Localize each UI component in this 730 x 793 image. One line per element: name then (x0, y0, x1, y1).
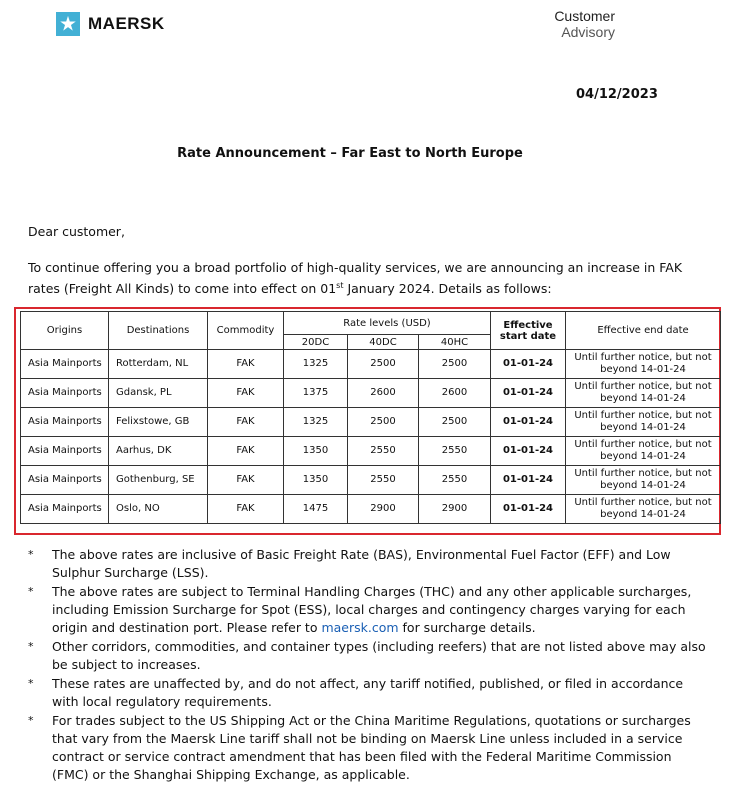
note-item (28, 638, 708, 674)
cell-40hc: 2900 (419, 495, 491, 524)
bullet-icon: * (28, 548, 34, 561)
cell-origin: Asia Mainports (21, 437, 109, 466)
cell-start-date: 01-01-24 (491, 379, 566, 408)
cell-40dc: 2500 (348, 408, 419, 437)
bullet-icon: * (28, 714, 34, 727)
cell-origin: Asia Mainports (21, 350, 109, 379)
note-item (28, 583, 708, 637)
bullet-icon: * (28, 585, 34, 598)
cell-40hc: 2500 (419, 408, 491, 437)
notes-list (28, 546, 708, 785)
cell-destination: Oslo, NO (109, 495, 208, 524)
cell-commodity: FAK (208, 466, 284, 495)
cell-origin: Asia Mainports (21, 495, 109, 524)
table-row (21, 466, 721, 495)
header-destinations: Destinations (109, 312, 208, 350)
header-start-date: Effective start date (491, 312, 566, 350)
cell-40hc: 2550 (419, 437, 491, 466)
cell-destination: Rotterdam, NL (109, 350, 208, 379)
bullet-icon: * (28, 677, 34, 690)
table-row (21, 437, 721, 466)
cell-origin: Asia Mainports (21, 408, 109, 437)
cell-start-date: 01-01-24 (491, 466, 566, 495)
cell-end-date: Until further notice, but not beyond 14-01-24 (566, 437, 721, 466)
cell-destination: Aarhus, DK (109, 437, 208, 466)
note-item (28, 712, 708, 784)
intro-text-end: January 2024. Details as follows: (343, 281, 552, 297)
cell-20dc: 1350 (284, 466, 348, 495)
document-title: Rate Announcement – Far East to North Europe (177, 146, 523, 161)
note-text: The above rates are subject to Terminal Handling Charges (THC) and any other applicable surcharges, including Emission Surcharge for Spot (ESS), local charges and contingency charges varying for each origin and destination port. Please refer to (52, 584, 692, 635)
cell-20dc: 1350 (284, 437, 348, 466)
advisory-line-1: Customer (554, 8, 615, 24)
cell-start-date: 01-01-24 (491, 495, 566, 524)
brand-name: MAERSK (88, 14, 165, 33)
cell-end-date: Until further notice, but not beyond 14-01-24 (566, 408, 721, 437)
cell-commodity: FAK (208, 408, 284, 437)
maersk-logo (56, 12, 165, 36)
cell-40dc: 2900 (348, 495, 419, 524)
cell-40hc: 2600 (419, 379, 491, 408)
cell-20dc: 1325 (284, 350, 348, 379)
cell-destination: Felixstowe, GB (109, 408, 208, 437)
cell-commodity: FAK (208, 350, 284, 379)
cell-destination: Gothenburg, SE (109, 466, 208, 495)
note-text: Other corridors, commodities, and container types (including reefers) that are not listed above may also be subject to increases. (52, 639, 706, 672)
table-row (21, 408, 721, 437)
table-row (21, 379, 721, 408)
header-end-date: Effective end date (566, 312, 721, 350)
header-rate-levels: Rate levels (USD) (284, 312, 491, 335)
cell-40dc: 2550 (348, 466, 419, 495)
header-commodity: Commodity (208, 312, 284, 350)
header-40hc: 40HC (419, 335, 491, 350)
cell-end-date: Until further notice, but not beyond 14-01-24 (566, 466, 721, 495)
rates-table (20, 311, 721, 524)
cell-start-date: 01-01-24 (491, 350, 566, 379)
cell-destination: Gdansk, PL (109, 379, 208, 408)
intro-text: To continue offering you a broad portfolio of high-quality services, we are announcing an increase in FAK rates (Freight All Kinds) to come into effect on 01 (28, 260, 683, 297)
cell-origin: Asia Mainports (21, 379, 109, 408)
note-text: For trades subject to the US Shipping Act or the China Maritime Regulations, quotations or surcharges that vary from the Maersk Line tariff shall not be binding on Maersk Line unless included in a service contract or service contract amendment that has been filed with the Federal Maritime Commission (FMC) or the Shanghai Shipping Exchange, as applicable. (52, 713, 691, 782)
cell-20dc: 1325 (284, 408, 348, 437)
header-40dc: 40DC (348, 335, 419, 350)
note-text-end: for surcharge details. (398, 620, 536, 635)
cell-20dc: 1475 (284, 495, 348, 524)
cell-commodity: FAK (208, 495, 284, 524)
intro-paragraph (28, 259, 708, 298)
cell-end-date: Until further notice, but not beyond 14-01-24 (566, 379, 721, 408)
cell-origin: Asia Mainports (21, 466, 109, 495)
table-row (21, 495, 721, 524)
customer-advisory-label (554, 8, 615, 40)
cell-20dc: 1375 (284, 379, 348, 408)
cell-end-date: Until further notice, but not beyond 14-01-24 (566, 495, 721, 524)
note-item (28, 546, 708, 582)
star-icon (56, 12, 80, 36)
cell-end-date: Until further notice, but not beyond 14-01-24 (566, 350, 721, 379)
cell-commodity: FAK (208, 437, 284, 466)
cell-start-date: 01-01-24 (491, 437, 566, 466)
cell-40dc: 2600 (348, 379, 419, 408)
note-text: The above rates are inclusive of Basic Freight Rate (BAS), Environmental Fuel Factor (EFF) and Low Sulphur Surcharge (LSS). (52, 547, 671, 580)
cell-40dc: 2500 (348, 350, 419, 379)
document-date: 04/12/2023 (576, 87, 658, 102)
bullet-icon: * (28, 640, 34, 653)
cell-start-date: 01-01-24 (491, 408, 566, 437)
cell-40hc: 2550 (419, 466, 491, 495)
intro-superscript: st (336, 281, 344, 290)
table-row (21, 350, 721, 379)
note-text: These rates are unaffected by, and do not affect, any tariff notified, published, or filed in accordance with local regulatory requirements. (52, 676, 684, 709)
maersk-link[interactable]: maersk.com (321, 620, 399, 635)
cell-40hc: 2500 (419, 350, 491, 379)
header-20dc: 20DC (284, 335, 348, 350)
greeting: Dear customer, (28, 224, 125, 239)
advisory-line-2: Advisory (561, 24, 615, 40)
note-item (28, 675, 708, 711)
header-origins: Origins (21, 312, 109, 350)
cell-40dc: 2550 (348, 437, 419, 466)
cell-commodity: FAK (208, 379, 284, 408)
